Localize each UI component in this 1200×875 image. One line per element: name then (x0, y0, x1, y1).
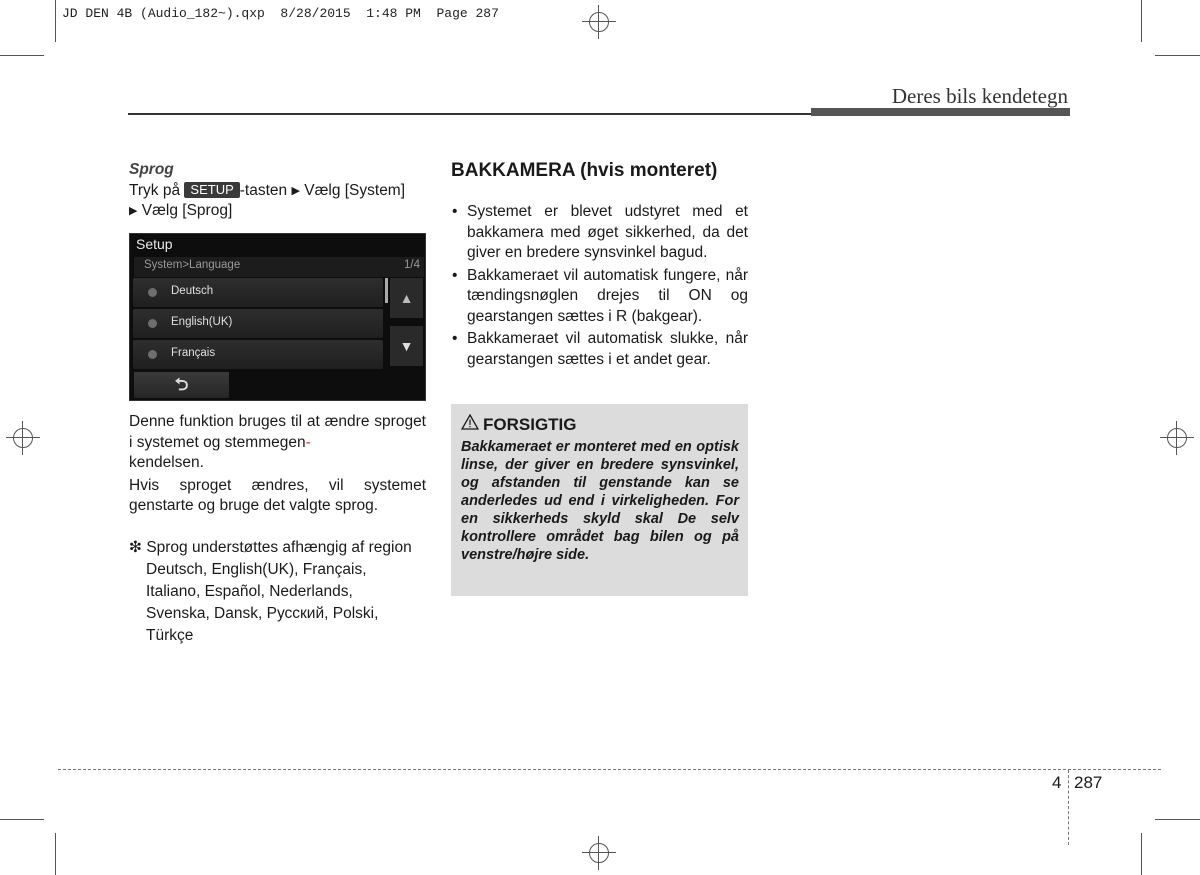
scroll-down-button[interactable]: ▼ (390, 326, 423, 366)
footer-divider (1068, 770, 1069, 845)
arrow-right-icon: ▶ (129, 205, 138, 217)
language-list-line: Deutsch, English(UK), Français, (146, 561, 367, 578)
radio-icon (148, 350, 157, 359)
crop-mark (1141, 833, 1142, 875)
registration-mark (582, 5, 616, 39)
caution-title: FORSIGTIG (483, 415, 577, 434)
note-line (129, 538, 426, 559)
list-item-text: Systemet er blevet udstyret med et bakkamera med øget sikkerhed, da det giver en bredere synsvinkel bagud. (467, 203, 748, 261)
crop-mark (55, 0, 56, 42)
instruction-line (129, 201, 426, 222)
file-slug: JD DEN 4B (Audio_182~).qxp 8/28/2015 1:48 PM Page 287 (62, 6, 499, 21)
language-list (129, 559, 426, 647)
language-list-line: Italiano, Español, Nederlands, (146, 583, 353, 600)
instruction-text: -tasten (239, 181, 288, 199)
instruction-text: Vælg [Sprog] (141, 202, 233, 219)
radio-icon (148, 288, 157, 297)
language-label: Deutsch (171, 285, 214, 297)
registration-mark (582, 836, 616, 870)
caution-title-row (461, 414, 739, 436)
caution-box (451, 404, 748, 596)
crop-mark (1155, 819, 1200, 820)
language-option[interactable] (133, 278, 383, 307)
footer-rule (58, 769, 1161, 770)
paragraph-text: Denne funktion bruges til at ændre sproget i systemet og stemmegen (129, 413, 426, 451)
setup-screen (129, 233, 426, 401)
registration-mark (6, 421, 40, 455)
list-item (451, 266, 748, 328)
bullet-icon: • (452, 330, 458, 347)
chapter-number: 4 (1052, 773, 1062, 792)
language-list-line: Türkçe (146, 627, 194, 644)
left-column (129, 160, 426, 222)
screen-page-indicator: 1/4 (404, 259, 420, 271)
paragraph-text: kendelsen. (129, 454, 204, 471)
language-option[interactable] (133, 340, 383, 369)
crop-mark (0, 819, 44, 820)
instruction-line (129, 181, 426, 202)
header-bar (811, 108, 1070, 116)
screen-path: System>Language (144, 259, 241, 271)
page-number: 287 (1074, 773, 1103, 792)
crop-mark (0, 55, 44, 56)
caution-text: Bakkameraet er monteret med en optisk linse, der giver en bredere synsvinkel, og afstanden til genstande kan se anderledes ud end i virkeligheden. For en sikkerheds skyld skal De selv kontrollere området bag bilen og på venstre/højre side. (461, 439, 739, 563)
section-heading: BAKKAMERA (hvis monteret) (451, 160, 718, 181)
crop-mark (55, 833, 56, 875)
header-rule (128, 113, 811, 115)
paragraph (129, 412, 426, 474)
back-button[interactable]: ⮌ (134, 372, 229, 398)
warning-triangle-icon (461, 414, 483, 436)
screen-path-bar (134, 257, 424, 277)
bullet-icon: • (452, 203, 458, 220)
running-head: Deres bils kendetegn (891, 84, 1068, 108)
list-item-text: Bakkameraet vil automatisk slukke, når gearstangen sættes i et andet gear. (467, 330, 748, 368)
instruction-text: Tryk på (129, 181, 181, 199)
paragraph: Hvis sproget ændres, vil systemet genstarte og bruge det valgte sprog. (129, 476, 426, 514)
list-item (451, 202, 748, 264)
radio-icon (148, 319, 157, 328)
instruction-text: Vælg [System] (304, 181, 406, 199)
crop-mark (1155, 55, 1200, 56)
language-list-line: Svenska, Dansk, Русский, Polski, (146, 605, 379, 622)
right-column (451, 158, 748, 372)
note-text: Sprog understøttes afhængig af region (146, 538, 412, 556)
language-description (129, 412, 426, 647)
bullet-list (451, 202, 748, 370)
note-symbol-icon: ❇ (129, 538, 142, 556)
scrollbar[interactable] (385, 278, 388, 303)
language-subheading: Sprog (129, 161, 174, 178)
language-option[interactable] (133, 309, 383, 338)
bullet-icon: • (452, 266, 458, 284)
arrow-right-icon: ▶ (291, 184, 300, 197)
registration-mark (1160, 421, 1194, 455)
list-item (451, 329, 748, 370)
crop-mark (1141, 0, 1142, 42)
scroll-up-button[interactable]: ▲ (390, 278, 423, 318)
language-label: English(UK) (171, 316, 233, 328)
list-item-text: Bakkameraet vil automatisk fungere, når tændingsnøglen drejes til ON og gearstangen sættes i R (bakgear). (467, 266, 748, 325)
setup-key-badge: SETUP (184, 182, 239, 198)
hyphen: - (305, 433, 311, 451)
region-note (129, 538, 426, 648)
screen-title: Setup (136, 236, 173, 252)
language-label: Français (171, 347, 216, 359)
